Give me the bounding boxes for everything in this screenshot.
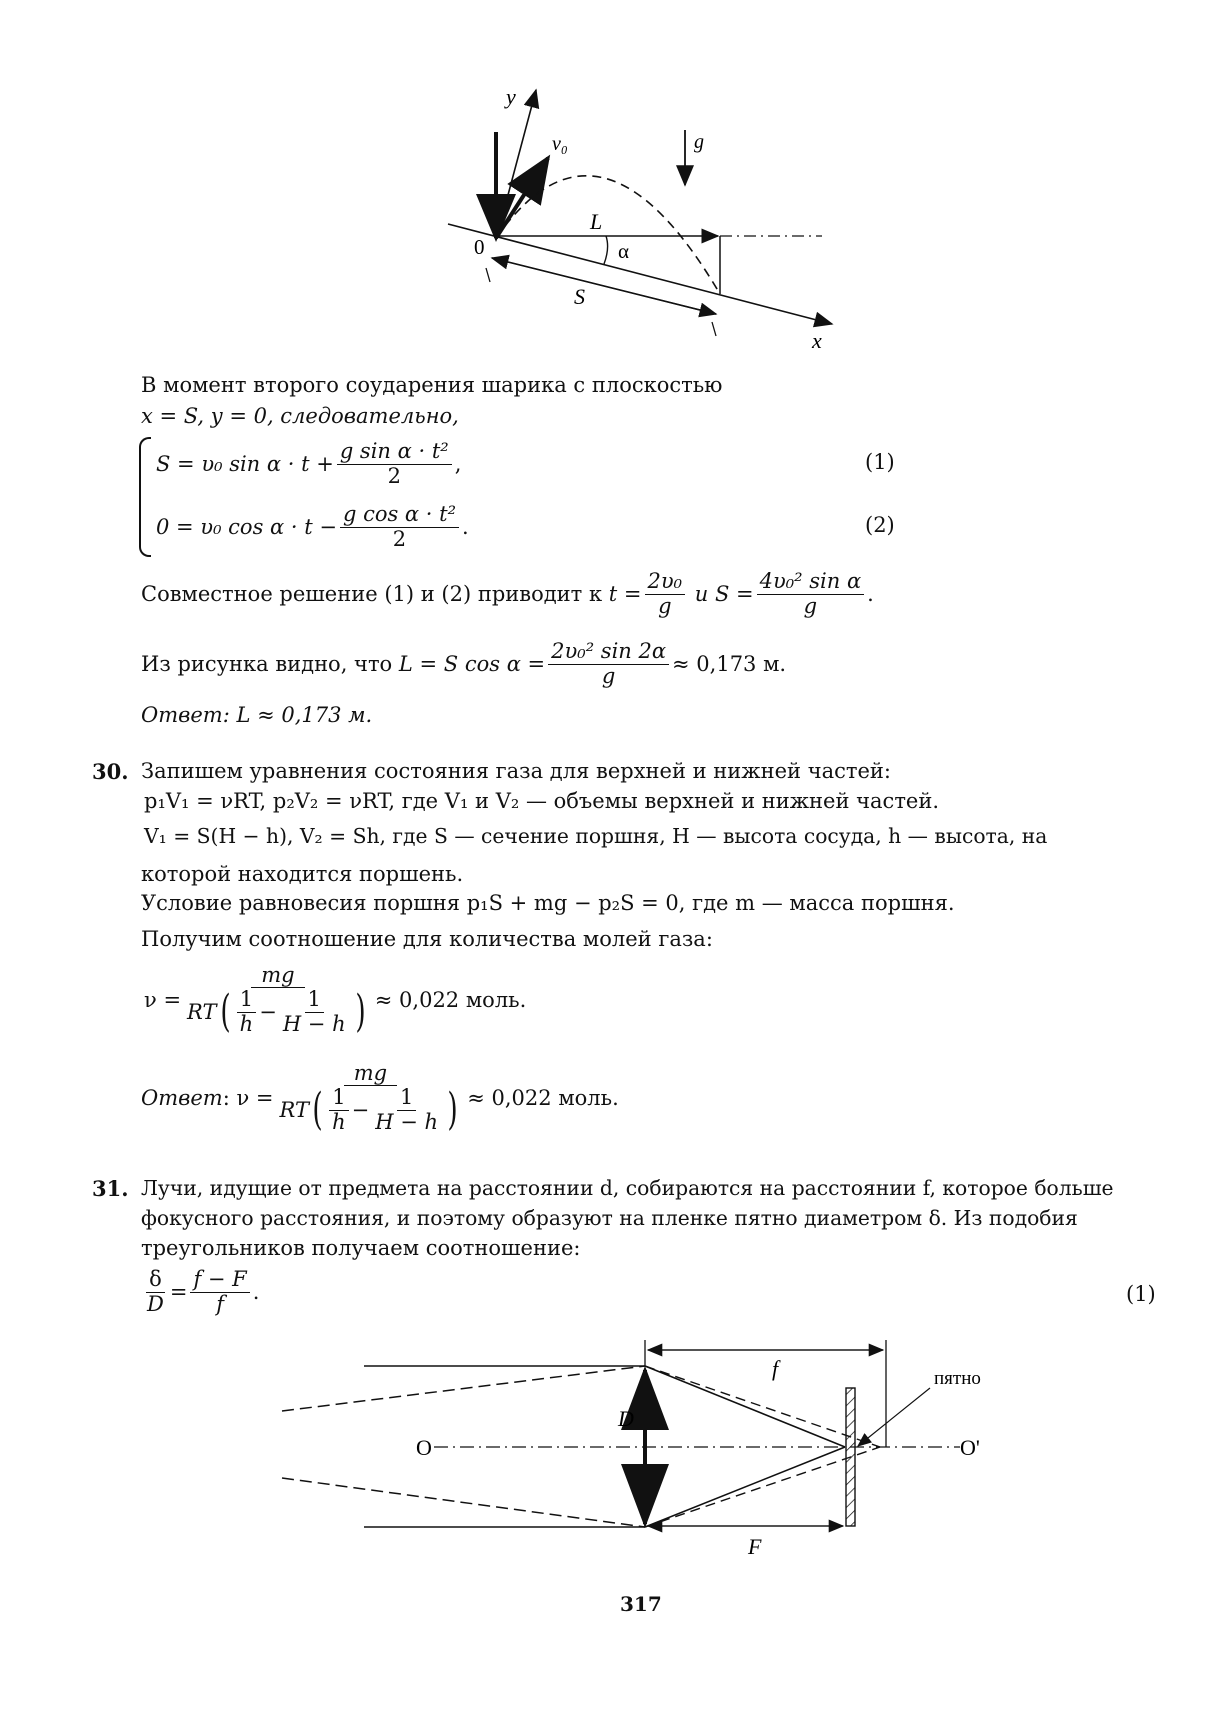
- S-num: 4υ₀² sin α: [757, 570, 865, 594]
- p30-answer: Ответ : ν = mg RT ( $\frac{1}{h}$ − $\frac{1}{H - h}$ ) ≈ 0,022 моль.: [141, 1061, 619, 1136]
- nu-den-RT: RT: [187, 999, 217, 1024]
- ans-nu-minus: −: [351, 1097, 370, 1122]
- ans-nu-in2-num: 1: [397, 1086, 416, 1110]
- eq-tail: .: [252, 1280, 260, 1304]
- nu-formula: ν = mg RT ( $\frac{1}{h}$ − $\frac{1}{H - h}$ ) ≈ 0,022 моль.: [144, 963, 527, 1038]
- nu-in2-den: H − h: [282, 1011, 346, 1036]
- L-lhs: L = S cos α =: [398, 652, 546, 676]
- equation-1: [156, 437, 461, 491]
- eq1-tag: (1): [865, 450, 895, 474]
- p29-answer: [141, 703, 372, 727]
- S-tail: .: [867, 582, 874, 606]
- y-axis: [496, 90, 536, 240]
- tick-left: [486, 268, 490, 282]
- eq-den2: f: [216, 1291, 224, 1316]
- eq-num1: δ: [146, 1268, 165, 1292]
- p30-line4: которой находится поршень.: [141, 862, 464, 886]
- L-result: [141, 636, 786, 692]
- p30-line5: Условие равновесия поршня p₁S + mg − p₂S = 0, где m — масса поршня.: [141, 891, 955, 915]
- alpha-label: α: [618, 239, 630, 263]
- eq2-lhs: 0 = υ₀ cos α · t −: [156, 515, 337, 539]
- eq1-lhs: S = υ₀ sin α · t +: [156, 452, 334, 476]
- tick-right: [712, 322, 716, 336]
- f-label: f: [772, 1356, 779, 1381]
- D-label: D: [618, 1406, 634, 1431]
- L-label: L: [590, 209, 603, 234]
- eq1-num: g sin α · t²: [337, 440, 452, 464]
- p31-line2: фокусного расстояния, и поэтому образуют на пленке пятно диаметром δ. Из подобия: [141, 1206, 1078, 1230]
- alpha-arc: [604, 236, 608, 264]
- spot-label: пятно: [934, 1368, 981, 1389]
- fig-text: Из рисунка видно, что: [141, 652, 393, 676]
- nu-tail: ≈ 0,022 моль.: [374, 988, 527, 1012]
- L-tail: ≈ 0,173 м.: [672, 652, 787, 676]
- nu-in1-den: h: [239, 1011, 254, 1036]
- joint-text: Совместное решение (1) и (2) приводит к: [141, 582, 603, 606]
- projectile-diagram: [430, 80, 850, 360]
- p30-number: 30.: [92, 759, 129, 784]
- eq2-den: 2: [392, 526, 407, 551]
- ray-bottom-refracted: [645, 1447, 845, 1527]
- origin-label: 0: [474, 235, 485, 259]
- g-label: g: [694, 131, 704, 153]
- S-dimension-2: [492, 258, 716, 314]
- L-num: 2υ₀² sin 2α: [548, 640, 669, 664]
- p31-line1: Лучи, идущие от предмета на расстоянии d, собираются на расстоянии f, которое больше: [141, 1176, 1114, 1200]
- eq2-tail: .: [462, 515, 469, 539]
- S-label: S: [574, 284, 585, 309]
- p31-equation: [141, 1262, 259, 1322]
- O-label: O: [416, 1435, 432, 1460]
- O-prime-label: O': [960, 1435, 980, 1460]
- ans-nu-lhs: ν =: [236, 1086, 274, 1110]
- trajectory: [496, 176, 720, 294]
- ans-nu-in2-den: H − h: [375, 1109, 439, 1134]
- system-brace: [139, 437, 151, 557]
- p30-line6: Получим соотношение для количества молей газа:: [141, 927, 713, 951]
- ray-top-image: [645, 1366, 880, 1447]
- ray-top-dashed: [282, 1366, 645, 1411]
- spot-leader: [858, 1388, 930, 1446]
- p31-eq-tag: (1): [1126, 1282, 1156, 1306]
- eq2-tag: (2): [865, 513, 895, 537]
- nu-in2-num: 1: [305, 988, 324, 1012]
- p30-answer-label: Ответ: [141, 1086, 223, 1110]
- equation-2: [156, 500, 469, 554]
- ans-nu-num: mg: [344, 1062, 397, 1086]
- p29-line1: В момент второго соударения шарика с плоскостью: [141, 373, 723, 397]
- p31-number: 31.: [92, 1176, 129, 1201]
- p30-line3: V₁ = S(H − h), V₂ = Sh, где S — сечение поршня, H — высота сосуда, h — высота, на: [144, 824, 1048, 848]
- nu-minus: −: [259, 999, 277, 1024]
- page-number: 317: [620, 1592, 662, 1616]
- film: [846, 1388, 855, 1526]
- t-num: 2υ₀: [645, 570, 686, 594]
- t-den: g: [658, 593, 672, 618]
- F-label: F: [748, 1534, 762, 1559]
- S-den: g: [803, 593, 818, 618]
- y-axis-label: y: [506, 84, 516, 109]
- ans-nu-in1-den: h: [332, 1109, 346, 1134]
- ans-nu-in1-num: 1: [329, 1086, 348, 1110]
- L-den: g: [601, 663, 616, 688]
- p31-line3: треугольников получаем соотношение:: [141, 1236, 581, 1260]
- ray-bottom-image: [645, 1447, 880, 1527]
- eq-num2: f − F: [190, 1268, 249, 1292]
- ray-bottom-dashed: [282, 1478, 645, 1527]
- t-lhs: t =: [608, 582, 642, 606]
- p30-answer-colon: :: [222, 1086, 230, 1110]
- nu-num: mg: [251, 964, 304, 988]
- p30-line1: Запишем уравнения состояния газа для верхней и нижней частей:: [141, 759, 891, 783]
- x-axis: [448, 224, 832, 324]
- and-S: и S =: [694, 582, 754, 606]
- p29-answer-label: Ответ: [141, 703, 223, 727]
- p30-answer-tail: ≈ 0,022 моль.: [467, 1086, 619, 1110]
- ray-top-refracted: [645, 1366, 845, 1447]
- eq1-tail: ,: [454, 452, 462, 476]
- eq2-num: g cos α · t²: [340, 503, 459, 527]
- eq-den1: D: [147, 1291, 164, 1316]
- ans-nu-den-RT: RT: [279, 1097, 309, 1122]
- x-axis-label: x: [812, 328, 822, 353]
- v0-label: v₀: [552, 133, 568, 155]
- p29-answer-value: : L ≈ 0,173 м.: [222, 703, 373, 727]
- p30-line2: p₁V₁ = νRT, p₂V₂ = νRT, где V₁ и V₂ — объемы верхней и нижней частей.: [144, 789, 940, 813]
- eq-eq: =: [169, 1280, 188, 1304]
- lens-diagram: [270, 1330, 1010, 1570]
- p29-line2: x = S, y = 0, следовательно,: [141, 404, 459, 428]
- joint-solution: [141, 566, 874, 622]
- nu-in1-num: 1: [237, 988, 256, 1012]
- eq1-den: 2: [387, 463, 401, 488]
- nu-lhs: ν =: [144, 988, 182, 1012]
- v0-vector: [496, 158, 548, 238]
